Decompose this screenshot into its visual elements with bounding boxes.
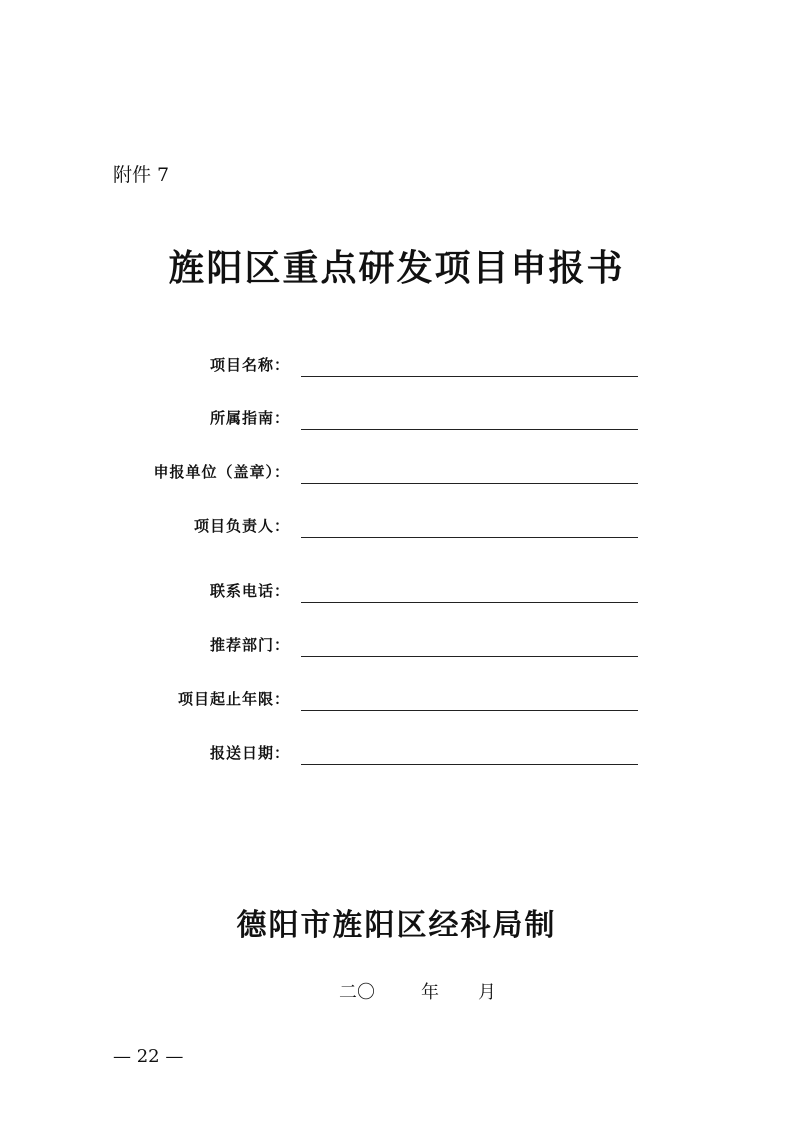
- field-input-line[interactable]: [301, 710, 638, 711]
- form-field-project-period[interactable]: [0, 681, 793, 711]
- attachment-label: 附件 7: [113, 164, 170, 186]
- field-input-line[interactable]: [301, 602, 638, 603]
- field-label: 联系电话：: [209, 582, 290, 600]
- page-number: — 22 —: [113, 1046, 184, 1067]
- field-input-line[interactable]: [301, 656, 638, 657]
- field-input-line[interactable]: [301, 429, 638, 430]
- form-field-phone[interactable]: [0, 573, 793, 603]
- field-label: 项目名称：: [209, 356, 290, 374]
- date-line: [0, 978, 793, 1002]
- date-month-label: 月: [478, 982, 496, 1003]
- date-prefix: 二〇: [339, 982, 375, 1003]
- issuer-name: 德阳市旌阳区经科局制: [236, 908, 557, 943]
- field-input-line[interactable]: [301, 376, 638, 377]
- field-label: 所属指南：: [209, 409, 290, 427]
- form-field-applicant-unit[interactable]: [0, 454, 793, 484]
- field-label: 申报单位（盖章）：: [153, 463, 290, 481]
- form-field-recommending-dept[interactable]: [0, 627, 793, 657]
- field-label: 推荐部门：: [209, 636, 290, 654]
- field-input-line[interactable]: [301, 483, 638, 484]
- field-label: 报送日期：: [209, 744, 290, 762]
- form-field-guide[interactable]: [0, 400, 793, 430]
- form-field-project-leader[interactable]: [0, 508, 793, 538]
- document-title: 旌阳区重点研发项目申报书: [168, 247, 625, 289]
- field-label: 项目负责人：: [193, 517, 290, 535]
- form-field-project-name[interactable]: [0, 347, 793, 377]
- field-input-line[interactable]: [301, 537, 638, 538]
- date-year-label: 年: [421, 982, 439, 1003]
- form-field-submission-date[interactable]: [0, 735, 793, 765]
- field-input-line[interactable]: [301, 764, 638, 765]
- field-label: 项目起止年限：: [177, 690, 290, 708]
